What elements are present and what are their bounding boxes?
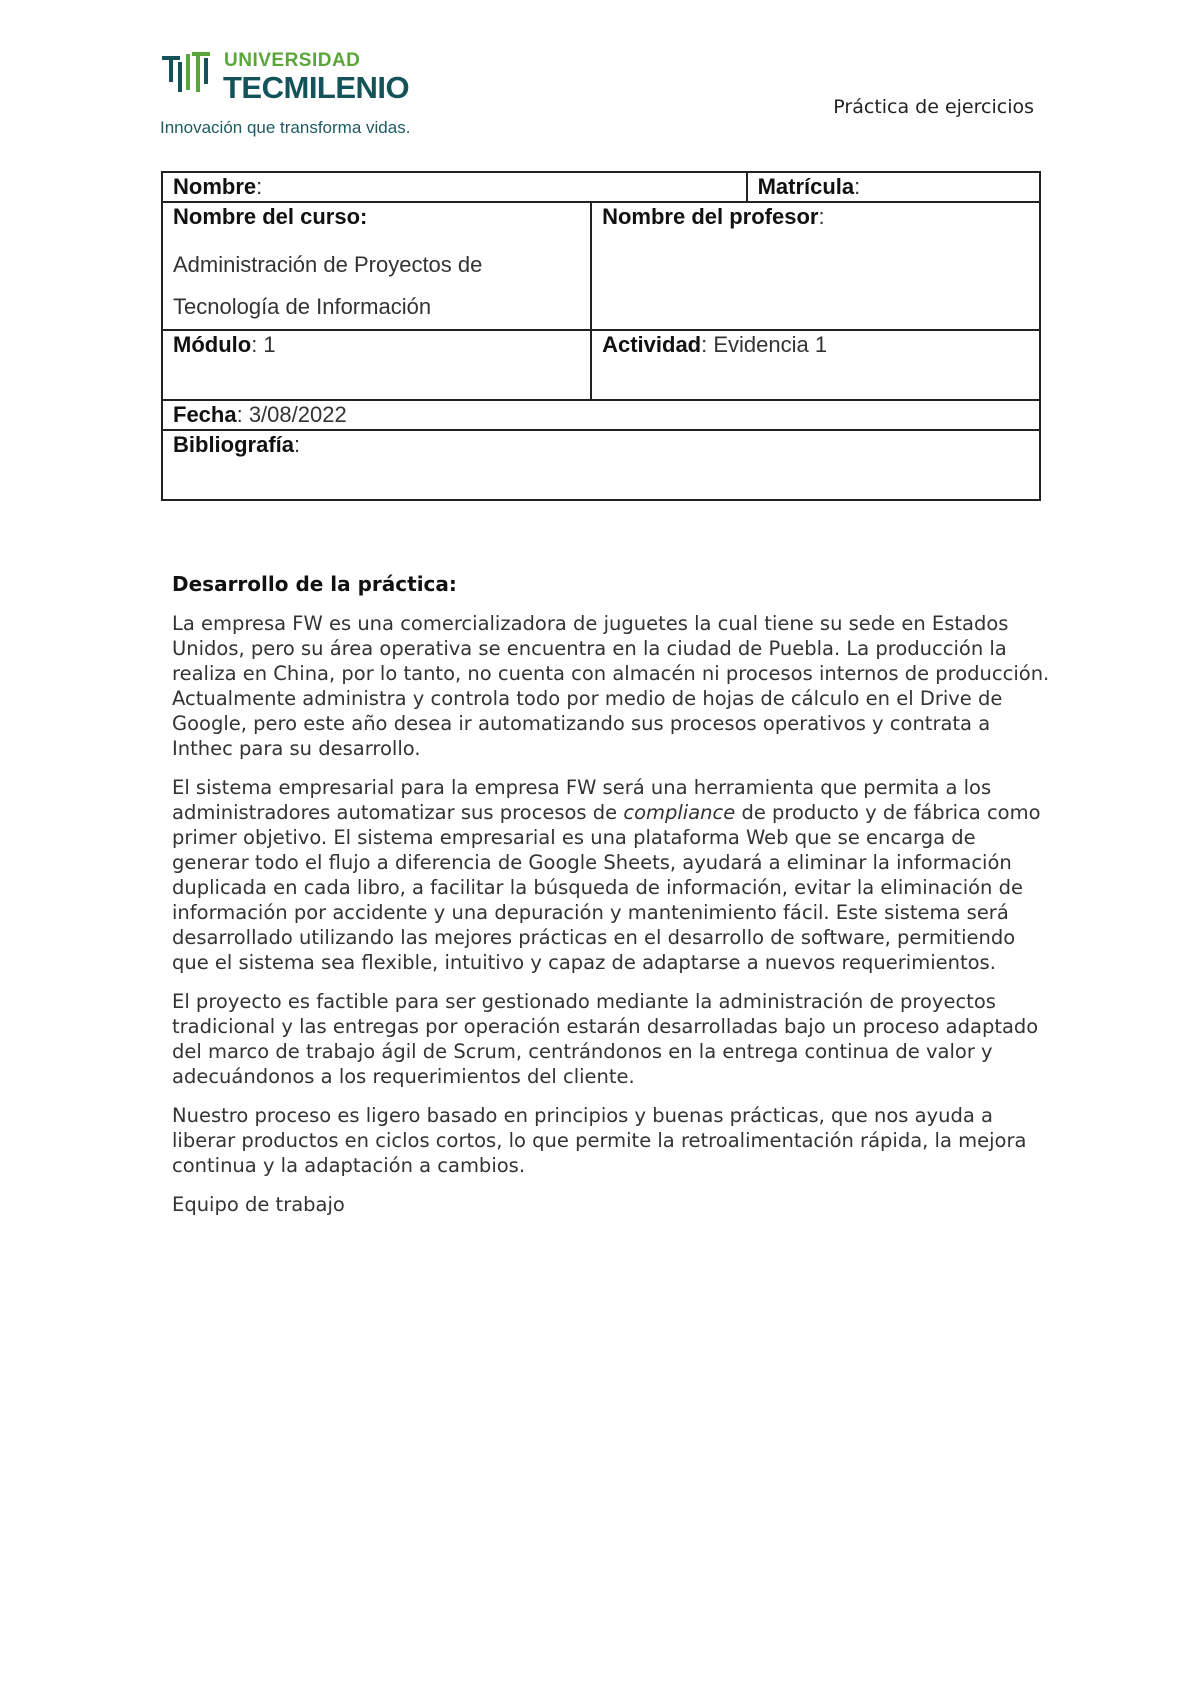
student-info-table	[161, 171, 1041, 501]
paragraph-2-end: de producto y de fábrica como primer objetivo. El sistema empresarial es una plataforma Web que se encarga de generar todo el flujo a diferencia de Google Sheets, ayudará a eliminar la información duplicada en cada libro, a facilitar la búsqueda de información, evitar la eliminación de información por accidente y una depuración y mantenimiento fácil. Este sistema será desarrollado utilizando las mejores prácticas en el desarrollo de software, permitiendo que el sistema sea flexible, intuitivo y capaz de adaptarse a nuevos requerimientos.	[172, 801, 1041, 974]
fecha-cell	[162, 400, 1040, 430]
document-type-title: Práctica de ejercicios	[833, 96, 1034, 118]
curso-cell	[162, 202, 591, 330]
bibliografia-label: Bibliografía	[173, 432, 295, 457]
modulo-label: Módulo	[173, 332, 252, 357]
paragraph-5: Equipo de trabajo	[172, 1193, 345, 1216]
paragraph-2	[172, 775, 1052, 975]
practice-content	[172, 572, 1052, 1231]
actividad-label: Actividad	[602, 332, 702, 357]
paragraph-2-start: El sistema empresarial para la empresa FW será una herramienta que permita a los administradores automatizar sus procesos de	[172, 776, 992, 824]
curso-value-line2: Tecnología de Información	[173, 294, 432, 319]
matricula-separator: :	[854, 174, 861, 199]
paragraph-3: El proyecto es factible para ser gestionado mediante la administración de proyectos tradicional y las entregas por operación estarán desarrolladas bajo un proceso adaptado del marco de trabajo ágil de Scrum, centrándonos en la entrega continua de valor y adecuándonos a los requerimientos del cliente.	[172, 990, 1039, 1088]
actividad-value: : Evidencia 1	[701, 332, 828, 357]
curso-value-line1: Administración de Proyectos de	[173, 252, 483, 277]
tecmilenio-logo-icon	[160, 52, 218, 104]
curso-value	[173, 244, 580, 328]
university-logo	[160, 50, 450, 140]
fecha-label: Fecha	[173, 402, 237, 427]
modulo-value: : 1	[251, 332, 276, 357]
curso-label: Nombre del curso:	[173, 204, 368, 229]
matricula-cell[interactable]	[747, 172, 1040, 202]
section-heading: Desarrollo de la práctica:	[172, 572, 457, 596]
paragraph-2-emphasis: compliance	[623, 801, 736, 824]
profesor-separator: :	[818, 204, 825, 229]
logo-line-tecmilenio: TECMILENIO	[223, 70, 410, 105]
actividad-cell	[591, 330, 1040, 400]
paragraph-4: Nuestro proceso es ligero basado en principios y buenas prácticas, que nos ayuda a liberar productos en ciclos cortos, lo que permite la retroalimentación rápida, la mejora continua y la adaptación a cambios.	[172, 1104, 1027, 1177]
paragraph-1: La empresa FW es una comercializadora de juguetes la cual tiene su sede en Estados Unidos, pero su área operativa se encuentra en la ciudad de Puebla. La producción la realiza en China, por lo tanto, no cuenta con almacén ni procesos internos de producción. Actualmente administra y controla todo por medio de hojas de cálculo en el Drive de Google, pero este año desea ir automatizando sus procesos operativos y contrata a Inthec para su desarrollo.	[172, 612, 1050, 760]
modulo-cell	[162, 330, 591, 400]
bibliografia-cell[interactable]	[162, 430, 1040, 500]
logo-tagline: Innovación que transforma vidas.	[160, 118, 411, 137]
fecha-value: : 3/08/2022	[236, 402, 347, 427]
nombre-label: Nombre	[173, 174, 257, 199]
logo-line-universidad: UNIVERSIDAD	[224, 50, 361, 71]
nombre-cell[interactable]	[162, 172, 747, 202]
profesor-cell[interactable]	[591, 202, 1040, 330]
profesor-label: Nombre del profesor	[602, 204, 819, 229]
matricula-label: Matrícula	[757, 174, 855, 199]
bibliografia-separator: :	[294, 432, 301, 457]
nombre-separator: :	[256, 174, 263, 199]
